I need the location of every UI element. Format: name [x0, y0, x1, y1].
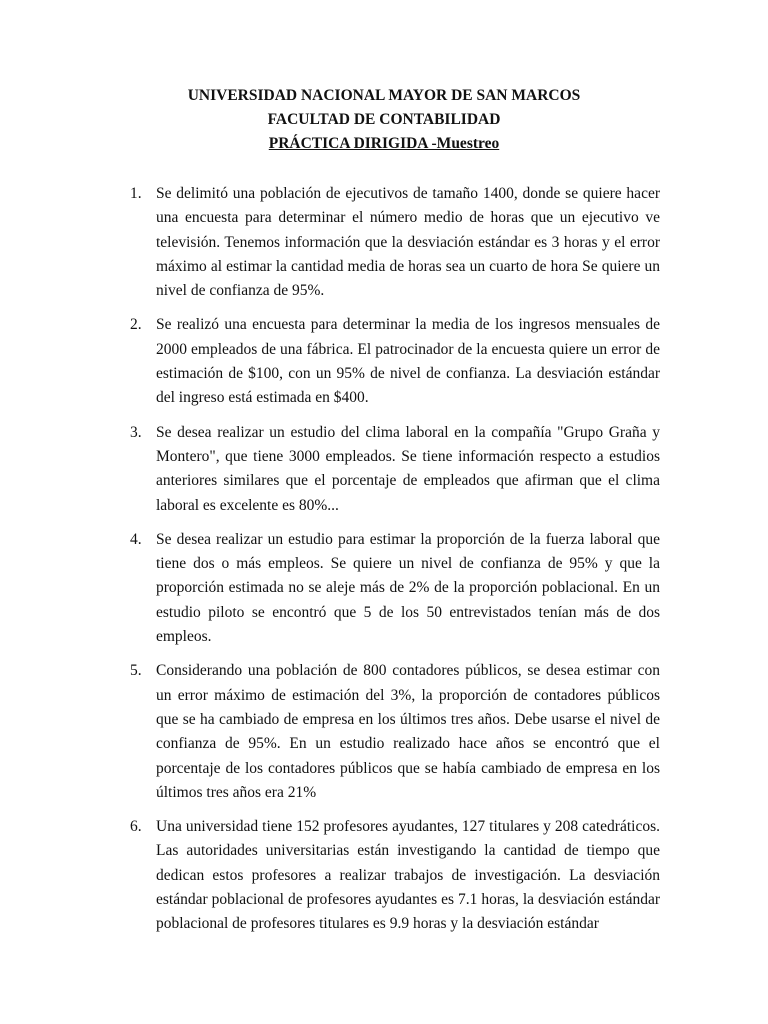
exercise-text: Se desea realizar un estudio del clima laboral en la compañía "Grupo Graña y Montero", que tiene 3000 empleados. Se tiene información respecto a estudios anteriores similares que el porcentaje de empleados que afirman que el clima laboral es excelente es 80%... [156, 423, 660, 514]
practice-title-text: PRÁCTICA DIRIGIDA -Muestreo [268, 135, 500, 152]
exercise-item-6 [130, 815, 660, 936]
exercise-item-3 [130, 421, 660, 518]
exercise-number: 6. [130, 818, 142, 836]
exercise-text: Se desea realizar un estudio para estimar la proporción de la fuerza laboral que tiene dos o más empleos. Se quiere un nivel de confianza de 95% y que la proporción estimada no se aleje más de 2% de la proporción poblacional. En un estudio piloto se encontró que 5 de los 50 entrevistados tenían más de dos empleos. [156, 530, 660, 646]
university-title: UNIVERSIDAD NACIONAL MAYOR DE SAN MARCOS [187, 87, 581, 104]
document-header [0, 84, 768, 156]
exercise-list [130, 182, 660, 947]
exercise-text: Considerando una población de 800 contadores públicos, se desea estimar con un error máximo de estimación del 3%, la proporción de contadores públicos que se ha cambiado de empresa en los últimos tres años. Debe usarse el nivel de confianza de 95%. En un estudio realizado hace años se encontró que el porcentaje de los contadores públicos que se había cambiado de empresa en los últimos tres años era 21% [156, 662, 660, 801]
faculty-title: FACULTAD DE CONTABILIDAD [267, 111, 501, 128]
practice-title [0, 132, 768, 156]
exercise-number: 1. [130, 185, 142, 202]
exercise-item-5 [130, 659, 660, 805]
exercise-number: 3. [130, 423, 142, 441]
exercise-text: Se realizó una encuesta para determinar la media de los ingresos mensuales de 2000 empleados de una fábrica. El patrocinador de la encuesta quiere un error de estimación de $100, con un 95% de nivel de confianza. La desviación estándar del ingreso está estimada en $400. [156, 316, 660, 407]
exercise-number: 5. [130, 662, 142, 680]
exercise-text: Se delimitó una población de ejecutivos de tamaño 1400, donde se quiere hacer una encuesta para determinar el número medio de horas que un ejecutivo ve televisión. Tenemos información que la desviación estándar es 3 horas y el error máximo al estimar la cantidad media de horas sea un cuarto de hora Se quiere un nivel de confianza de 95%. [156, 185, 660, 300]
exercise-item-1 [130, 182, 660, 303]
exercise-item-4 [130, 528, 660, 649]
exercise-number: 4. [130, 530, 142, 548]
exercise-text: Una universidad tiene 152 profesores ayudantes, 127 titulares y 208 catedráticos. Las autoridades universitarias están investigando la cantidad de tiempo que dedican estos profesores a realizar trabajos de investigación. La desviación estándar poblacional de profesores ayudantes es 7.1 horas, la desviación estándar poblacional de profesores titulares es 9.9 horas y la desviación estándar [156, 818, 660, 933]
exercise-number: 2. [130, 316, 142, 334]
exercise-item-2 [130, 313, 660, 410]
